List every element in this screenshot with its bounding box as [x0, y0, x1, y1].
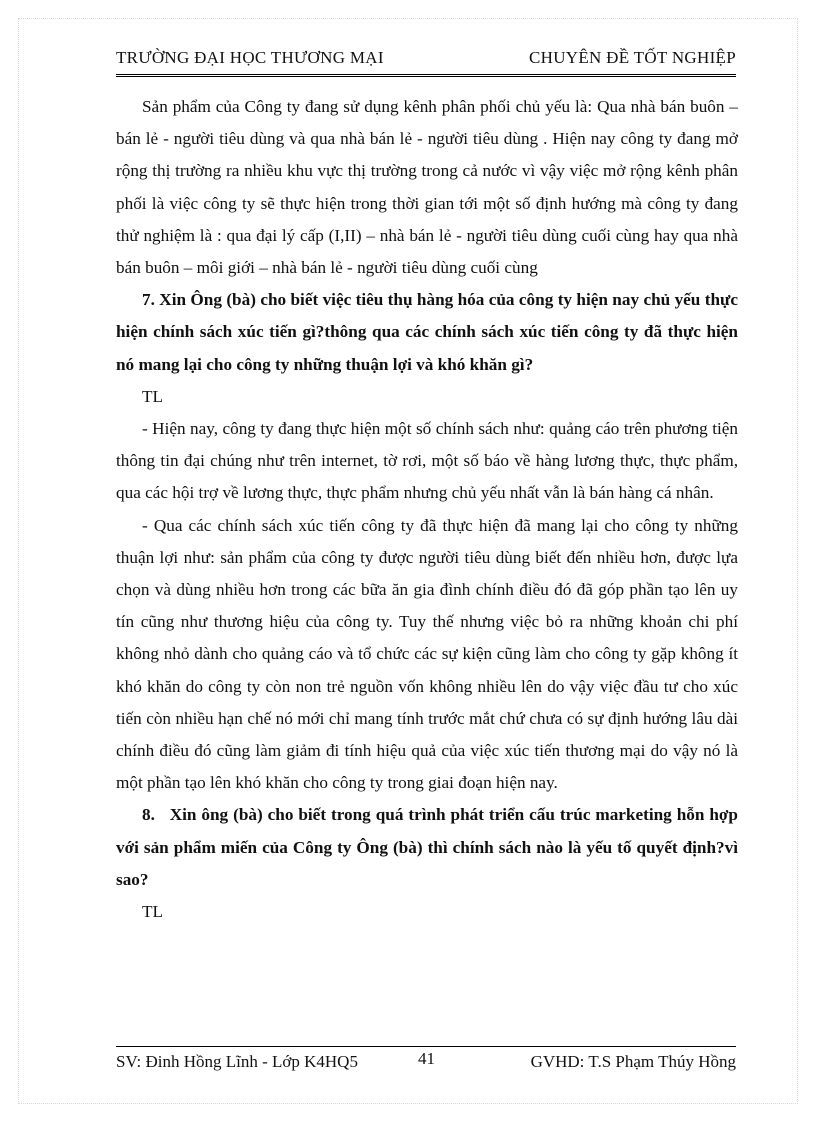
footer-supervisor: GVHD: T.S Phạm Thúy Hồng — [530, 1052, 736, 1071]
page-footer — [116, 1050, 736, 1076]
answer-label-7: TL — [142, 386, 163, 406]
footer-student: SV: Đinh Hồng Lĩnh - Lớp K4HQ5 — [116, 1052, 358, 1071]
footer-divider — [116, 1046, 736, 1047]
document-body — [116, 91, 743, 928]
answer-7-policies: - Hiện nay, công ty đang thực hiện một số chính sách như: quảng cáo trên phương tiện thông tin đại chúng như trên internet, tờ rơi, một số báo về hàng lương thực, thực phẩm, qua các hội trợ về lương thực, thực phẩm nhưng chủ yếu nhất vẫn là bán hàng cá nhân. — [116, 419, 738, 503]
answer-label-8: TL — [142, 902, 163, 922]
question-8: 8. Xin ông (bà) cho biết trong quá trình phát triển cấu trúc marketing hỗn hợp với sản phẩm miến của Công ty Ông (bà) thì chính sách nào là yếu tố quyết định?vì sao? — [116, 805, 743, 889]
header-document-type: CHUYÊN ĐỀ TỐT NGHIỆP — [528, 48, 736, 67]
paragraph-distribution-channel: Sản phẩm của Công ty đang sử dụng kênh phân phối chủ yếu là: Qua nhà bán buôn – bán lẻ - người tiêu dùng và qua nhà bán lẻ - người tiêu dùng . Hiện nay công ty đang mở rộng thị trường ra nhiều khu vực thị trường trong cả nước vì vậy việc mở rộng kênh phân phối là việc công ty sẽ thực hiện trong thời gian tới một số định hướng mà công ty đang thử nghiệm là : qua đại lý cấp (I,II) – nhà bán lẻ - người tiêu dùng cuối cùng hay qua nhà bán buôn – môi giới – nhà bán lẻ - người tiêu dùng cuối cùng — [116, 97, 738, 278]
page-header — [116, 46, 736, 74]
page-number: 41 — [418, 1049, 435, 1068]
question-7: 7. Xin Ông (bà) cho biết việc tiêu thụ hàng hóa của công ty hiện nay chủ yếu thực hiện chính sách xúc tiến gì?thông qua các chính sách xúc tiến công ty đã thực hiện nó mang lại cho công ty những thuận lợi và khó khăn gì? — [116, 290, 738, 374]
header-divider — [116, 74, 736, 77]
answer-7-advantages: - Qua các chính sách xúc tiến công ty đã thực hiện đã mang lại cho công ty những thuận lợi như: sản phẩm của công ty được người tiêu dùng biết đến nhiều hơn, được lựa chọn và dùng nhiều hơn trong các bữa ăn gia đình chính điều đó đã góp phần tạo lên uy tín cũng như thương hiệu của công ty. Tuy thế nhưng việc bỏ ra những khoản chi phí không nhỏ dành cho quảng cáo và tổ chức các sự kiện cũng làm cho công ty gặp không ít khó khăn do công ty còn non trẻ nguồn vốn không nhiều lên do vậy việc đầu tư cho xúc tiến còn nhiều hạn chế nó mới chỉ mang tính trước mắt chứ chưa có sự định hướng lâu dài chính điều đó cũng làm giảm đi tính hiệu quả của việc xúc tiến thương mại do vậy nó là một phần tạo lên khó khăn cho công ty trong giai đoạn hiện nay. — [116, 515, 738, 793]
header-school-name: TRƯỜNG ĐẠI HỌC THƯƠNG MẠI — [116, 48, 384, 67]
